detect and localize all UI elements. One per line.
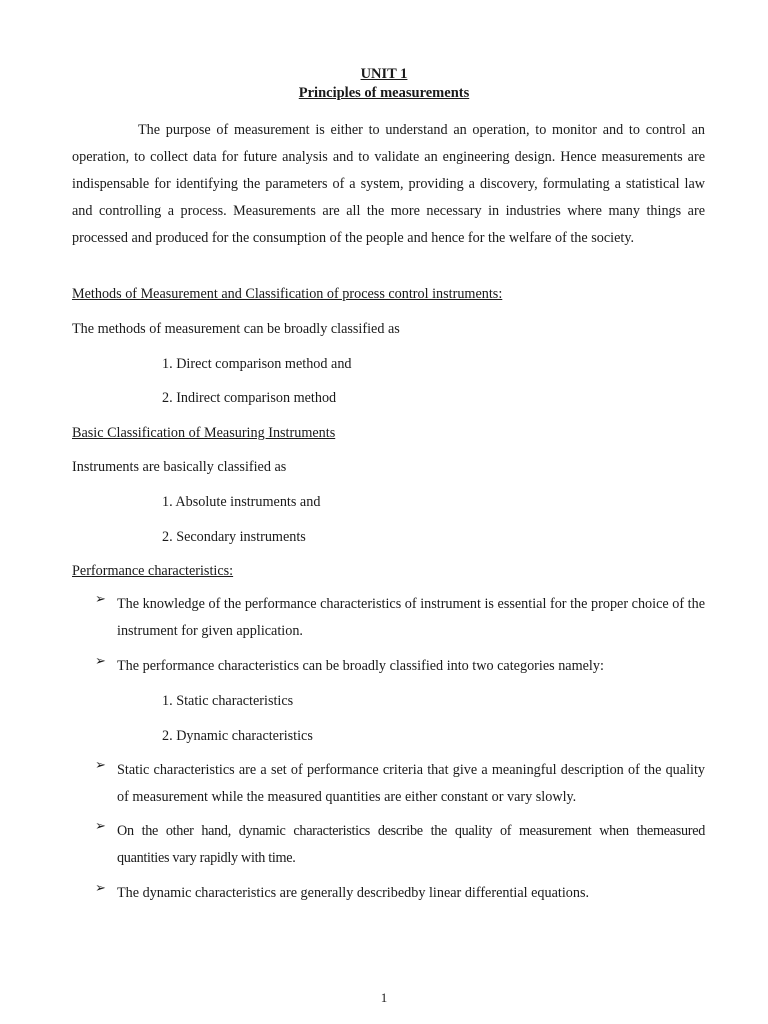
arrow-bullet-icon: ➢ xyxy=(95,591,106,606)
methods-heading: Methods of Measurement and Classification of process control instruments: xyxy=(72,286,503,302)
methods-item-2: 2. Indirect comparison method xyxy=(162,390,337,406)
arrow-bullet-icon: ➢ xyxy=(95,757,106,772)
bullet-text: Static characteristics are a set of performance criteria that give a meaningful description of the quality of measurement while the measured quantities are either constant or vary slowly. xyxy=(117,762,705,805)
bullet-text: The performance characteristics can be broadly classified into two categories namely: xyxy=(117,658,604,674)
arrow-bullet-icon: ➢ xyxy=(95,880,106,895)
basic-classification-heading: Basic Classification of Measuring Instruments xyxy=(72,425,336,441)
bullet-text: The dynamic characteristics are generally describedby linear differential equations. xyxy=(117,885,590,901)
perf-item-2: 2. Dynamic characteristics xyxy=(162,728,313,744)
unit-heading: UNIT 1 xyxy=(360,66,408,82)
intro-paragraph xyxy=(72,117,705,252)
arrow-bullet-icon: ➢ xyxy=(95,653,106,668)
methods-item-1: 1. Direct comparison method and xyxy=(162,356,352,372)
arrow-bullet-icon: ➢ xyxy=(95,818,106,833)
basic-item-1: 1. Absolute instruments and xyxy=(162,494,321,510)
page-number: 1 xyxy=(380,990,388,1005)
perf-item-1: 1. Static characteristics xyxy=(162,693,294,709)
basic-item-2: 2. Secondary instruments xyxy=(162,529,306,545)
basic-classification-intro: Instruments are basically classified as xyxy=(72,459,287,475)
methods-intro: The methods of measurement can be broadly classified as xyxy=(72,321,400,337)
page-title: Principles of measurements xyxy=(298,85,470,101)
intro-text: The purpose of measurement is either to understand an operation, to monitor and to control an operation, to collect data for future analysis and to validate an engineering design. Hence measurements are indispensable for identifying the parameters of a system, providing a discovery, formulating a statistical law and controlling a process. Measurements are all the more necessary in industries where many things are processed and produced for the consumption of the people and hence for the welfare of the society. xyxy=(72,122,705,246)
performance-heading: Performance characteristics: xyxy=(72,563,234,579)
bullet-text: The knowledge of the performance characteristics of instrument is essential for the proper choice of the instrument for given application. xyxy=(117,596,705,639)
bullet-text: On the other hand, dynamic characteristics describe the quality of measurement when themeasured quantities vary rapidly with time. xyxy=(117,823,705,866)
